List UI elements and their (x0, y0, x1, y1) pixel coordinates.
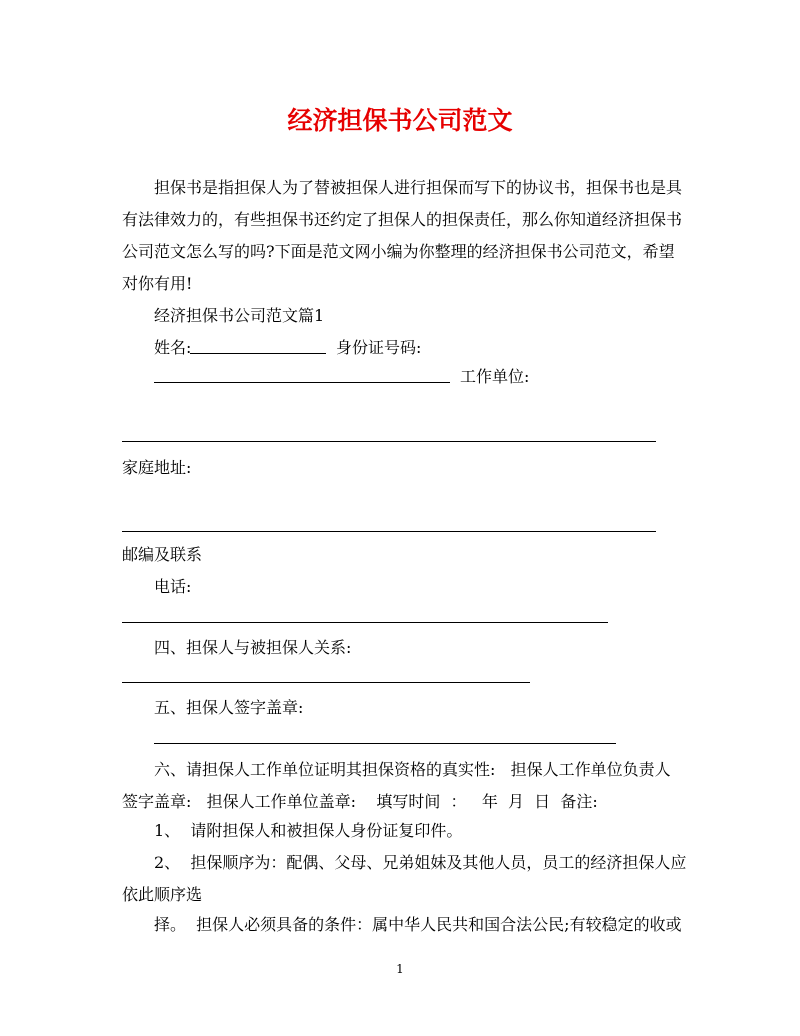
page-number: 1 (396, 962, 404, 976)
relation-blank-line (122, 682, 530, 683)
intro-line: 对你有用! (122, 274, 193, 293)
note-three-line: 择。 担保人必须具备的条件：属中华人民共和国合法公民;有较稳定的收或 (154, 915, 682, 934)
work-unit-label: 工作单位: (460, 367, 530, 386)
work-unit-blank-line (122, 441, 656, 442)
phone-blank-line (122, 622, 608, 623)
intro-line: 公司范文怎么写的吗?下面是范文网小编为你整理的经济担保书公司范文，希望 (122, 242, 675, 261)
page-title: 经济担保书公司范文 (287, 106, 513, 135)
id-number-label: 身份证号码: (336, 338, 422, 357)
signature-blank-line (154, 743, 616, 744)
postal-contact-label: 邮编及联系 (122, 545, 203, 564)
id-number-blank-line (154, 382, 450, 383)
intro-line: 有法律效力的，有些担保书还约定了担保人的担保责任，那么你知道经济担保书 (122, 210, 683, 229)
name-blank-line (190, 353, 326, 354)
relation-label: 四、担保人与被担保人关系: (154, 638, 352, 657)
note-two-line: 依此顺序选 (122, 885, 203, 904)
phone-label: 电话: (154, 577, 192, 596)
home-address-blank-line (122, 531, 656, 532)
name-label: 姓名: (154, 338, 192, 357)
note-one: 1、 请附担保人和被担保人身份证复印件。 (154, 821, 463, 840)
item-six-line: 六、请担保人工作单位证明其担保资格的真实性: 担保人工作单位负责人 (154, 760, 671, 779)
signature-label: 五、担保人签字盖章: (154, 698, 304, 717)
note-two-line: 2、 担保顺序为：配偶、父母、兄弟姐妹及其他人员，员工的经济担保人应 (154, 853, 687, 872)
section-heading: 经济担保书公司范文篇1 (154, 306, 325, 325)
item-six-line: 签字盖章: 担保人工作单位盖章: 填写时间 ： 年 月 日 备注: (122, 792, 598, 811)
home-address-label: 家庭地址: (122, 458, 192, 477)
intro-line: 担保书是指担保人为了替被担保人进行担保而写下的协议书，担保书也是具 (154, 178, 683, 197)
